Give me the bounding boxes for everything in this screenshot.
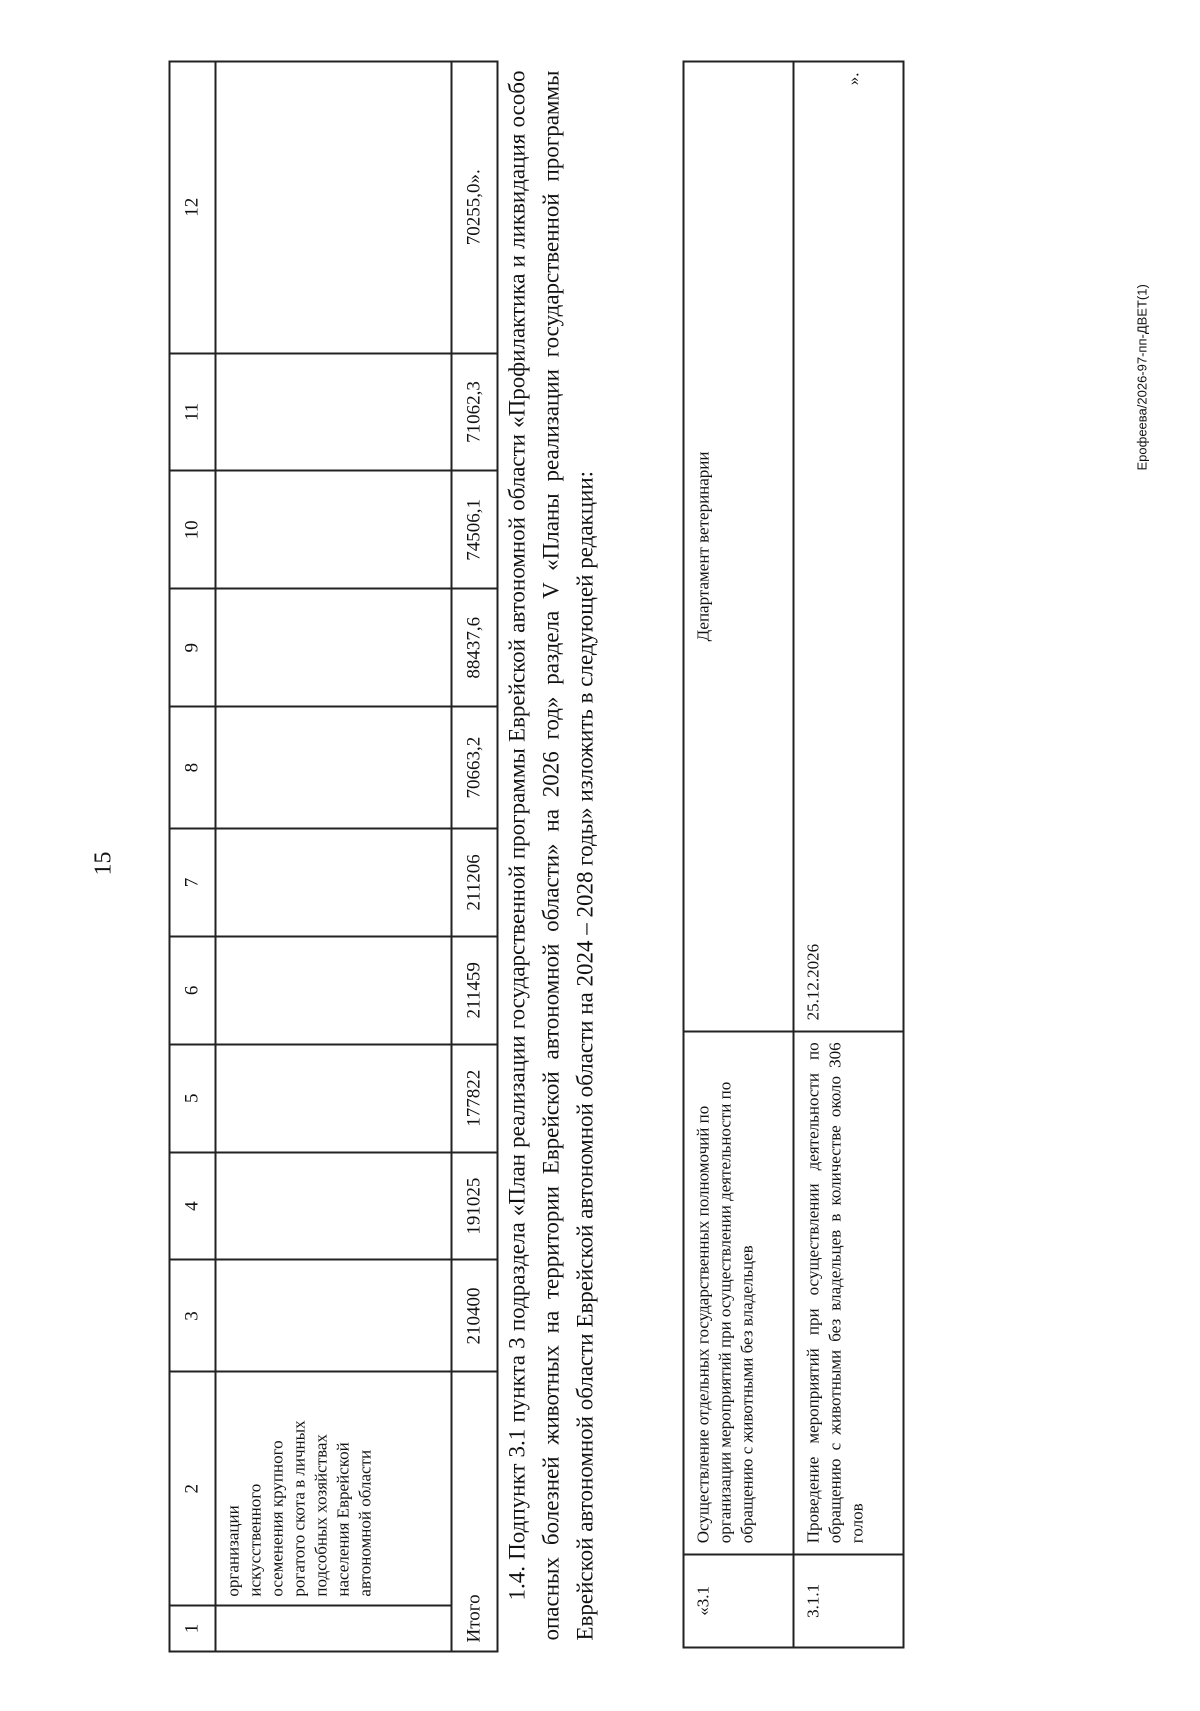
table-row xyxy=(683,62,793,1648)
table-cell xyxy=(215,353,451,471)
table-cell xyxy=(215,589,451,707)
total-label: Итого xyxy=(451,1372,497,1652)
total-value: 70663,2 xyxy=(451,707,497,829)
table-cell xyxy=(215,1044,451,1152)
table-cell xyxy=(215,62,451,354)
column-header: 10 xyxy=(169,471,215,589)
table-cell xyxy=(215,707,451,829)
table-row xyxy=(215,62,451,1652)
description-line: организации xyxy=(223,1505,242,1597)
amendment-text: 1.4. Подпункт 3.1 пункта 3 подраздела «План реализации государственной программы Еврейской автономной области «Профилактика и ликвидация особо опасных болезней животных на территории Еврейской автономной области» на 2026 год» раздела V «Планы реализации государственной программы Еврейской автономной области Еврейской автономной области на 2024 – 2028 годы» изложить в следующей редакции: xyxy=(504,70,597,1641)
total-value: 210400 xyxy=(451,1260,497,1372)
column-header: 8 xyxy=(169,707,215,829)
total-value: 211459 xyxy=(451,936,497,1044)
total-value: 211206 xyxy=(451,829,497,937)
table-cell xyxy=(215,1152,451,1260)
closing-quote: ». xyxy=(843,72,862,86)
plan-table xyxy=(682,61,904,1649)
column-header: 4 xyxy=(169,1152,215,1260)
description-line: населения Еврейской xyxy=(333,1442,352,1597)
table-cell xyxy=(215,1606,451,1652)
table-row xyxy=(793,62,903,1648)
description-line: осеменения крупного xyxy=(267,1440,286,1597)
table-cell xyxy=(215,936,451,1044)
total-row xyxy=(451,62,497,1652)
table-cell xyxy=(215,471,451,589)
amendment-paragraph xyxy=(500,71,602,1641)
document-code: Ерофеева/2026-97-пп-ДВЕТ(1) xyxy=(1134,284,1149,471)
description-line: искусственного xyxy=(245,1483,264,1597)
column-header: 6 xyxy=(169,936,215,1044)
item-text: Проведение мероприятий при осуществлении деятельности по обращению с животными без владельцев в количестве около 306 голов xyxy=(793,1031,903,1554)
table-header-row xyxy=(169,62,215,1652)
total-value: 70255,0». xyxy=(451,62,497,354)
measures-table xyxy=(168,61,498,1653)
column-header: 12 xyxy=(169,62,215,354)
total-value: 71062,3 xyxy=(451,353,497,471)
measure-description-cell xyxy=(215,1372,451,1606)
total-value: 177822 xyxy=(451,1044,497,1152)
column-header: 3 xyxy=(169,1260,215,1372)
date-cell xyxy=(793,62,903,1032)
column-header: 5 xyxy=(169,1044,215,1152)
description-line: рогатого скота в личных xyxy=(289,1420,308,1597)
column-header: 9 xyxy=(169,589,215,707)
table-cell xyxy=(215,829,451,937)
item-number: 3.1.1 xyxy=(793,1554,903,1647)
column-header: 7 xyxy=(169,829,215,937)
item-number: «3.1 xyxy=(683,1554,793,1647)
item-text: Осуществление отдельных государственных полномочий по организации мероприятий при осуществлении деятельности по обращению с животными без владельцев xyxy=(683,1031,793,1554)
column-header: 2 xyxy=(169,1372,215,1606)
column-header: 11 xyxy=(169,353,215,471)
total-value: 74506,1 xyxy=(451,471,497,589)
completion-date: 25.12.2026 xyxy=(803,943,822,1021)
responsible-department: Департамент ветеринарии xyxy=(683,62,793,1032)
table-cell xyxy=(215,1260,451,1372)
description-line: автономной области xyxy=(355,1449,374,1597)
column-header: 1 xyxy=(169,1606,215,1652)
total-value: 191025 xyxy=(451,1152,497,1260)
total-value: 88437,6 xyxy=(451,589,497,707)
page-number: 15 xyxy=(90,851,116,876)
description-line: подсобных хозяйствах xyxy=(311,1434,330,1597)
